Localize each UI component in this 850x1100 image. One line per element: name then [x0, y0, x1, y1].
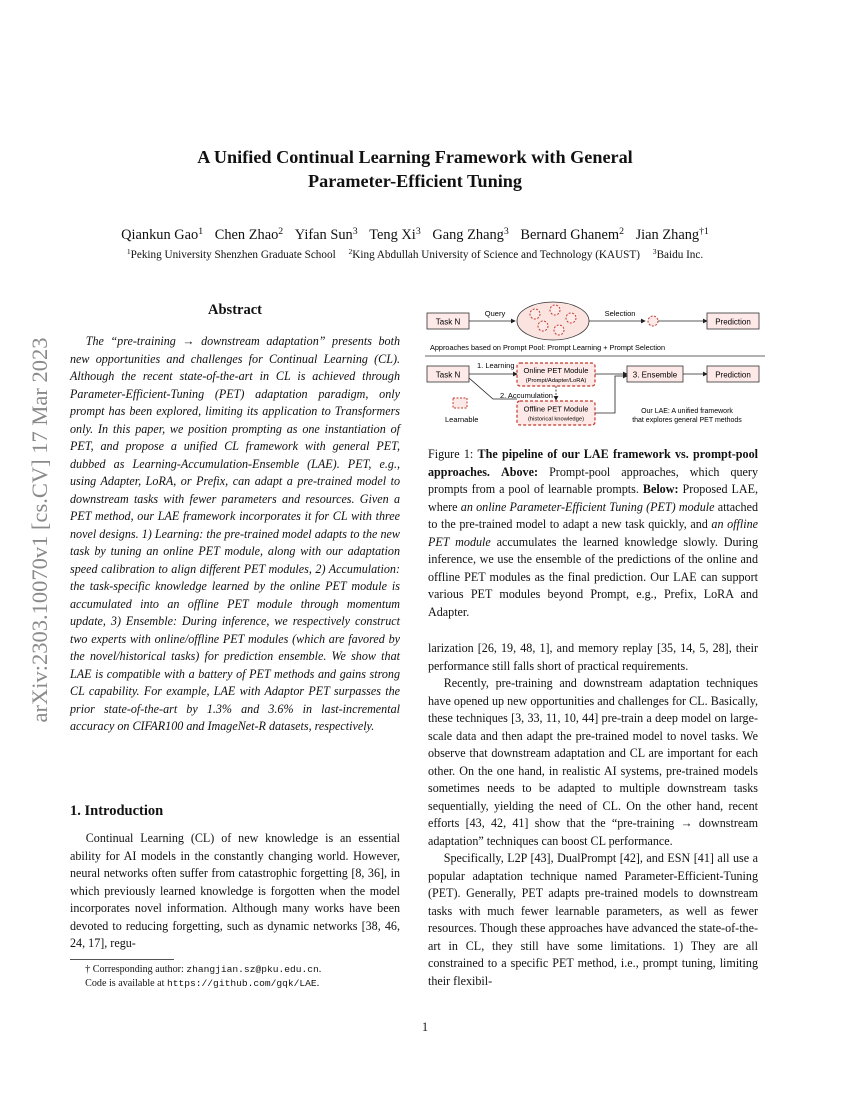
affiliation-list	[60, 248, 770, 262]
author: Yifan Sun$^3$	[294, 226, 358, 243]
affiliation: $^1$Peking University Shenzhen Graduate School	[126, 247, 336, 261]
title-line-1: A Unified Continual Learning Framework with General	[197, 147, 633, 167]
learnable-label: Learnable	[445, 415, 479, 424]
bottom-prediction-label: Prediction	[715, 370, 751, 380]
right-column-body	[428, 640, 758, 990]
caption-text: Figure 1: The pipeline of our LAE framework vs. prompt-pool approaches. Above: Prompt-pool approaches, which query prompts from a pool of learnable prompts. Below: Proposed LAE, where an online Parameter-Efficient Tuning (PET) module attached to the pre-trained model to adapt a new task quickly, and an offline PET module accumulates the learned knowledge slowly. During inference, we use the ensemble of the predictions of the online and offline PET modules as the final prediction. Our LAE can support various PET modules beyond Prompt, e.g., Prefix, LoRA and Adapter.	[428, 447, 759, 619]
footnotes	[70, 963, 400, 991]
author: Chen Zhao$^2$	[214, 226, 284, 243]
top-prediction-label: Prediction	[715, 317, 751, 327]
footnote-code: Code is available at https://github.com/gqk/LAE.	[85, 978, 320, 989]
intro-heading: 1. Introduction	[70, 803, 164, 819]
accumulation-label: 2. Accumulation	[500, 391, 553, 400]
author-list	[60, 226, 770, 244]
arxiv-id-text: arXiv:2303.10070v1 [cs.CV] 17 Mar 2023	[27, 337, 52, 723]
selection-label: Selection	[604, 309, 636, 318]
offline-to-ensemble-arrow	[595, 376, 627, 413]
footnote-divider	[70, 959, 174, 960]
paper-title	[100, 145, 730, 193]
intro-body	[70, 830, 400, 953]
prompt-token-icon	[566, 313, 576, 323]
code-url-link[interactable]: https://github.com/gqk/LAE	[167, 978, 317, 989]
ensemble-label: 3. Ensemble	[632, 370, 678, 380]
figure-1-diagram	[425, 300, 765, 440]
top-task-label: Task N	[435, 317, 461, 327]
learnable-legend-icon	[453, 398, 467, 408]
affiliation: $^2$King Abdullah University of Science and Technology (KAUST)	[348, 247, 640, 261]
offline-pet-sub: (historical knowledge)	[527, 416, 585, 423]
bottom-task-label: Task N	[435, 370, 461, 380]
affiliation: $^3$Baidu Inc.	[652, 247, 704, 261]
author: Qiankun Gao$^1$	[121, 226, 204, 243]
prompt-token-icon	[550, 305, 560, 315]
prompt-token-icon	[554, 325, 564, 335]
online-pet-sub: (Prompt/Adapter/LoRA)	[525, 378, 587, 384]
email-link[interactable]: zhangjian.sz@pku.edu.cn	[186, 964, 319, 975]
abstract-heading: Abstract	[208, 302, 262, 318]
top-caption: Approaches based on Prompt Pool: Prompt Learning + Prompt Selection	[430, 343, 666, 352]
intro-text: Continual Learning (CL) of new knowledge is an essential ability for AI models in the constantly changing world. However, neural networks often suffer from catastrophic forgetting [8, 36], in which previously learned knowledge is forgotten when the model incorporates novel information. Although many works have been devoted to reducing forgetting, such as dynamic networks [38, 46, 24, 17], regu-	[70, 831, 400, 950]
lae-note-line-2: that explores general PET methods	[632, 417, 742, 424]
paragraph: larization [26, 19, 48, 1], and memory replay [35, 14, 5, 28], their performance still falls short of practical requirements.	[428, 641, 758, 673]
page-number: 1	[421, 1020, 429, 1034]
selected-prompt-icon	[648, 316, 658, 326]
learning-label: 1. Learning	[477, 361, 515, 370]
author: Jian Zhang$^{\dagger 1}$	[635, 226, 709, 243]
author: Bernard Ghanem$^2$	[520, 226, 624, 243]
abstract-body	[70, 333, 400, 736]
prompt-token-icon	[538, 321, 548, 331]
query-label: Query	[484, 309, 506, 318]
offline-pet-title: Offline PET Module	[523, 404, 589, 414]
pipeline-diagram	[425, 300, 765, 440]
prompt-token-icon	[530, 309, 540, 319]
footnote-author: † Corresponding author: zhangjian.sz@pku.edu.cn.	[85, 964, 322, 975]
paragraph: Recently, pre-training and downstream adaptation techniques have opened up new opportunities and challenges for CL. Basically, these techniques [3, 33, 11, 10, 44] pre-train a deep model on large-scale data and then adapt the pre-trained model to novel tasks. We observe that downstream adaptation and CL are important for each other. On the one hand, in realistic AI systems, pre-trained models sometimes needs to be adapted to multiple downstream tasks sequentially, yielding the need of CL. On the other hand, recent efforts [43, 42, 41] show that the “pre-training → downstream adaptation” techniques can boost CL performance.	[428, 676, 758, 848]
paragraph: Specifically, L2P [43], DualPrompt [42], and ESN [41] all use a popular adaptation technique named Parameter-Efficient-Tuning (PET). Generally, PET adapts pre-trained models to downstream tasks with much fewer learnable parameters, as well as fewer resources. Though these approaches have advanced the state-of-the-art in CL, they still have some limitations. 1) They are all constrained to a specific PET method, i.e., prompt tuning, limiting their flexibil-	[428, 851, 758, 988]
title-line-2: Parameter-Efficient Tuning	[307, 171, 522, 191]
abstract-text: The “pre-training → downstream adaptation” presents both new opportunities and challenges for Continual Learning (CL). Although the recent state-of-the-art in CL is achieved through Parameter-Efficient-Tuning (PET) adaptation paradigm, only prompt has been explored, limiting its application to Transformers only. In this paper, we position prompting as one instantiation of PET, and propose a unified CL framework with general PET, dubbed as Learning-Accumulation-Ensemble (LAE). PET, e.g., using Adapter, LoRA, or Prefix, can adapt a pre-trained model to downstream tasks with fewer parameters and resources. Given a PET method, our LAE framework incorporates it for CL with three novel designs. 1) Learning: the pre-trained model adapts to the new task by tuning an online PET module, along with our adaptation speed calibration to align different PET modules, 2) Accumulation: the task-specific knowledge learned by the online PET module is accumulated into an offline PET module through momentum update, 3) Ensemble: During inference, we respectively construct two experts with online/offline PET modules (which are favored by the novel/historical tasks) for prediction ensemble. We show that LAE is compatible with a battery of PET methods and gains strong CL capability. For example, LAE with Adaptor PET surpasses the prior state-of-the-art by 1.3% and 3.6% in last-incremental accuracy on CIFAR100 and ImageNet-R datasets, respectively.	[70, 334, 400, 733]
online-pet-title: Online PET Module	[523, 366, 589, 375]
author: Teng Xi$^3$	[369, 226, 421, 243]
author: Gang Zhang$^3$	[432, 226, 509, 243]
arxiv-identifier	[14, 290, 66, 770]
figure-1-caption	[428, 446, 758, 621]
lae-note-line-1: Our LAE: A unified framework	[641, 408, 733, 415]
